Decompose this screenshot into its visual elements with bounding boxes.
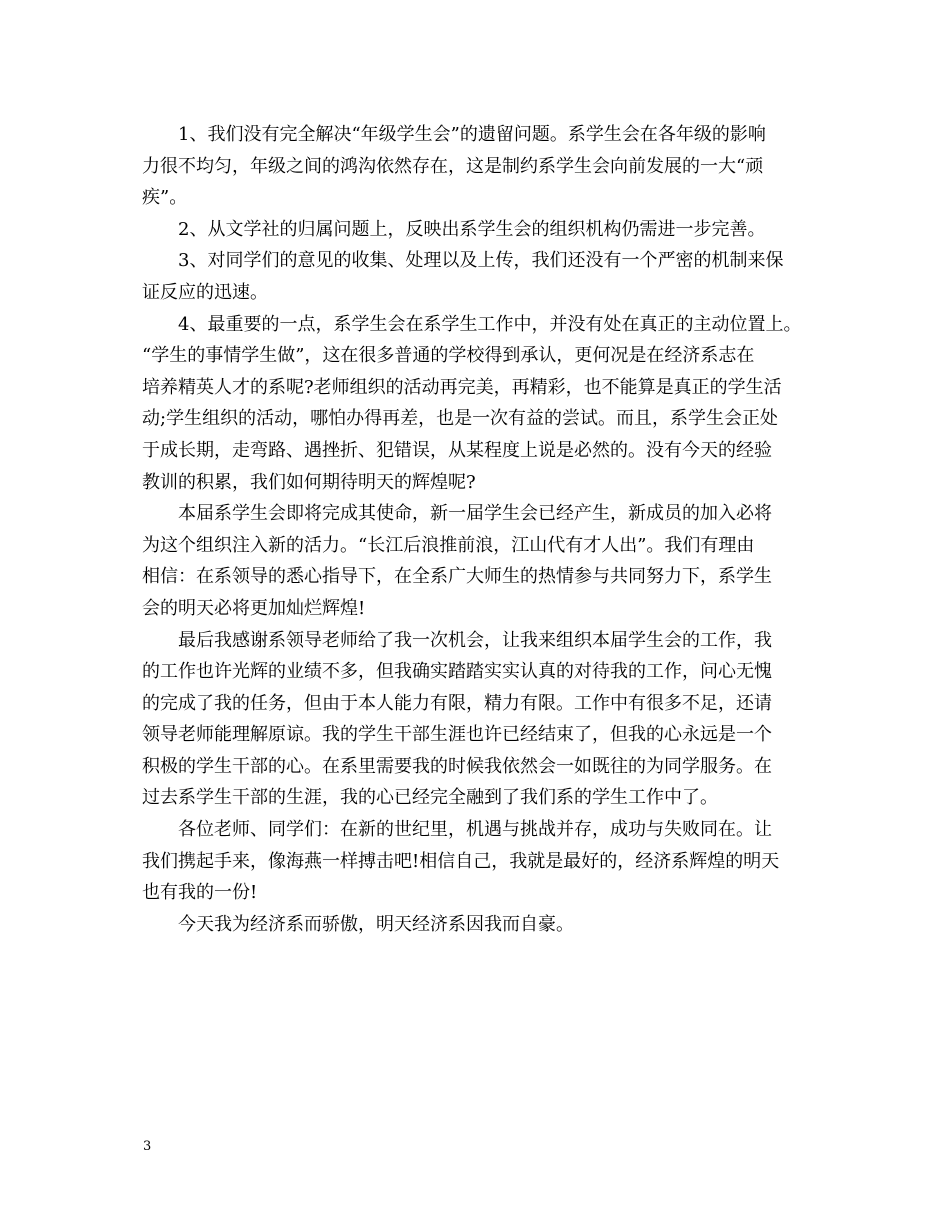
text-line: 教训的积累，我们如何期待明天的辉煌呢?: [142, 471, 476, 493]
text-line: “学生的事情学生做”，这在很多普通的学校得到承认，更何况是在经济系志在: [142, 345, 755, 367]
text-line: 1、我们没有完全解决“年级学生会”的遗留问题。系学生会在各年级的影响: [178, 124, 766, 145]
text-line: 4、最重要的一点，系学生会在系学生工作中，并没有处在真正的主动位置上。: [178, 313, 802, 335]
text-line: 培养精英人才的系呢?老师组织的活动再完美，再精彩，也不能算是真正的学生活: [142, 376, 782, 398]
paragraph-5: [142, 498, 818, 624]
text-line: 最后我感谢系领导老师给了我一次机会，让我来组织本届学生会的工作，我: [178, 629, 772, 651]
paragraph-3: [142, 245, 818, 308]
page-number: 3: [143, 1139, 152, 1154]
text-line: 我们携起手来，像海燕一样搏击吧!相信自己，我就是最好的，经济系辉煌的明天: [142, 850, 780, 872]
text-line: 的完成了我的任务，但由于本人能力有限，精力有限。工作中有很多不足，还请: [142, 692, 772, 714]
text-line: 3、对同学们的意见的收集、处理以及上传，我们还没有一个严密的机制来保: [178, 250, 784, 272]
text-line: 本届系学生会即将完成其使命，新一届学生会已经产生，新成员的加入必将: [178, 503, 772, 525]
text-line: 为这个组织注入新的活力。“长江后浪推前浪，江山代有才人出”。我们有理由: [142, 534, 755, 556]
text-line: 今天我为经济系而骄傲，明天经济系因我而自豪。: [178, 913, 574, 935]
text-line: 于成长期，走弯路、遇挫折、犯错误，从某程度上说是必然的。没有今天的经验: [142, 439, 772, 461]
text-line: 的工作也许光辉的业绩不多，但我确实踏踏实实认真的对待我的工作，问心无愧: [142, 661, 772, 683]
text-line: 动;学生组织的活动，哪怕办得再差，也是一次有益的尝试。而且，系学生会正处: [142, 408, 779, 430]
document-body: [142, 119, 818, 940]
text-line: 会的明天必将更加灿烂辉煌!: [142, 597, 366, 619]
paragraph-4: [142, 309, 818, 499]
text-line: 力很不均匀，年级之间的鸿沟依然存在，这是制约系学生会向前发展的一大“顽: [142, 155, 764, 177]
paragraph-1: [142, 119, 818, 214]
text-line: 各位老师、同学们：在新的世纪里，机遇与挑战并存，成功与失败同在。让: [178, 819, 772, 841]
text-line: 2、从文学社的归属问题上，反映出系学生会的组织机构仍需进一步完善。: [178, 218, 766, 240]
paragraph-6: [142, 625, 818, 815]
text-line: 过去系学生干部的生涯，我的心已经完全融到了我们系的学生工作中了。: [142, 787, 718, 809]
text-line: 也有我的一份!: [142, 882, 258, 904]
text-line: 疾”。: [142, 187, 188, 209]
text-line: 证反应的迅速。: [142, 281, 268, 303]
text-line: 领导老师能理解原谅。我的学生干部生涯也许已经结束了，但我的心永远是一个: [142, 724, 772, 746]
text-line: 积极的学生干部的心。在系里需要我的时候我依然会一如既往的为同学服务。在: [142, 755, 772, 777]
text-line: 相信：在系领导的悉心指导下，在全系广大师生的热情参与共同努力下，系学生: [142, 566, 772, 588]
paragraph-8: [142, 909, 818, 941]
paragraph-2: [142, 214, 818, 246]
paragraph-7: [142, 814, 818, 909]
